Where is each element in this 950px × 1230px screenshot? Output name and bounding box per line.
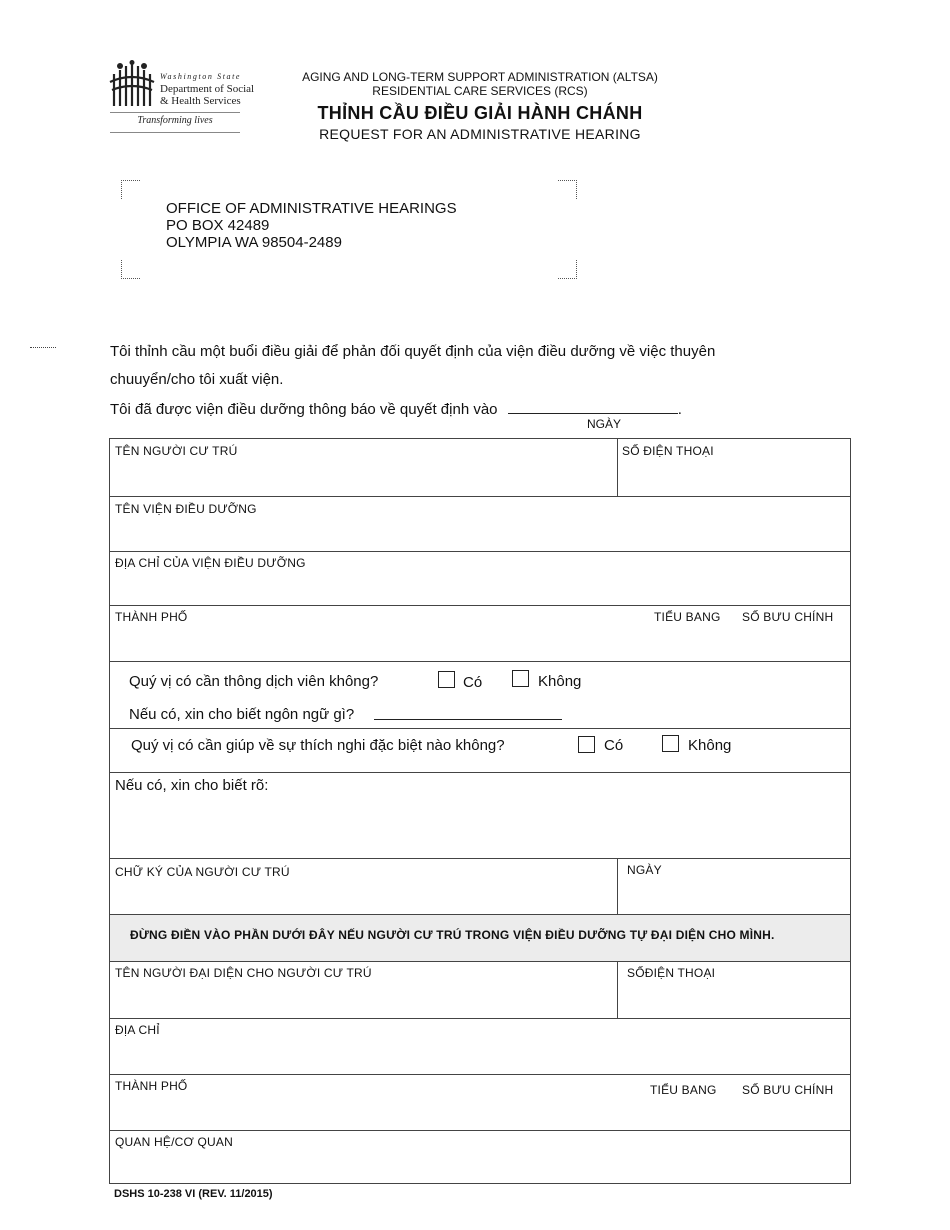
logo-rule-bottom [110,132,240,133]
accommodation-yes-label: Có [604,737,624,754]
rep-phone-field[interactable] [618,962,850,1018]
rep-state-label: TIỂU BANG [650,1083,717,1097]
phone-label: SỐ ĐIỆN THOẠI [622,444,714,458]
facility-address-label: ĐỊA CHỈ CỦA VIỆN ĐIỀU DƯỠNG [115,556,306,570]
interpreter-question: Quý vị có cần thông dịch viên không? [129,673,379,690]
logo-rule-top [110,112,240,113]
city-label: THÀNH PHỐ [115,610,188,624]
phone-field[interactable] [618,439,850,496]
resident-name-field[interactable] [110,439,616,496]
rep-phone-label: SỐĐIỆN THOẠI [627,966,716,980]
mailing-address [166,200,457,251]
rep-address-label: ĐỊA CHỈ [115,1023,160,1037]
rep-name-field[interactable] [110,962,616,1018]
fold-mark [30,347,56,348]
address-line1: OFFICE OF ADMINISTRATIVE HEARINGS [166,200,457,217]
logo-department-text [160,83,260,107]
relationship-label: QUAN HỆ/CƠ QUAN [115,1135,233,1149]
interpreter-yes-checkbox[interactable] [438,671,455,688]
language-question: Nếu có, xin cho biết ngôn ngữ gì? [129,706,355,723]
address-window-corner [121,180,140,199]
resident-name-label: TÊN NGƯỜI CƯ TRÚ [115,444,238,458]
accommodation-no-checkbox[interactable] [662,735,679,752]
page-title-vi: THỈNH CẦU ĐIỀU GIẢI HÀNH CHÁNH [317,103,643,123]
explain-field[interactable] [110,773,850,858]
interpreter-no-label: Không [538,673,582,690]
rep-zip-label: SỐ BƯU CHÍNH [742,1083,834,1097]
facility-address-field[interactable] [110,552,850,605]
logo-state-text: Washington State [160,72,242,81]
intro-line1: Tôi thỉnh cầu một buổi điều giải để phản đối quyết định của viện điều dưỡng về việc thuyên [110,343,716,360]
row-divider [110,661,850,662]
agency-header [260,70,700,98]
explain-label: Nếu có, xin cho biết rõ: [115,777,269,794]
address-window-corner [558,260,577,279]
form-id: DSHS 10-238 VI (REV. 11/2015) [114,1188,273,1200]
address-line2: PO BOX 42489 [166,217,270,234]
intro-line2: chuuyển/cho tôi xuất viện. [110,371,284,388]
facility-name-label: TÊN VIỆN ĐIỀU DƯỠNG [115,502,257,516]
row-divider [110,728,850,729]
representative-notice: ĐỪNG ĐIỀN VÀO PHẦN DƯỚI ĐÂY NẾU NGƯỜI CƯ TRÚ TRONG VIỆN ĐIỀU DƯỠNG TỰ ĐẠI DIỆN CHO MÌNH. [130,928,775,942]
dshs-family-logo-icon [108,60,156,110]
notice-date-field[interactable] [508,399,678,414]
page-title-en: REQUEST FOR AN ADMINISTRATIVE HEARING [319,126,641,142]
city-state-zip-field[interactable] [110,606,850,661]
state-label: TIỂU BANG [654,610,721,624]
request-form [109,438,851,1184]
signature-date-label: NGÀY [627,863,662,877]
zip-label: SỐ BƯU CHÍNH [742,610,834,624]
language-field[interactable] [374,719,562,720]
signature-field[interactable] [110,859,616,914]
agency-line2: RESIDENTIAL CARE SERVICES (RCS) [372,84,588,98]
interpreter-no-checkbox[interactable] [512,670,529,687]
facility-name-field[interactable] [110,497,850,551]
accommodation-no-label: Không [688,737,732,754]
accommodation-question: Quý vị có cần giúp về sự thích nghi đặc biệt nào không? [131,737,505,754]
notice-date-text: Tôi đã được viện điều dưỡng thông báo về quyết định vào [110,401,498,418]
logo-dept-line2: & Health Services [160,95,241,107]
rep-city-label: THÀNH PHỐ [115,1079,188,1093]
rep-city-state-zip-field[interactable] [110,1075,850,1130]
address-window-corner [558,180,577,199]
address-line3: OLYMPIA WA 98504-2489 [166,234,342,251]
notice-date-period: . [677,401,682,418]
address-window-corner [121,260,140,279]
intro-line3 [110,399,682,418]
logo-tagline: Transforming lives [137,115,213,126]
accommodation-yes-checkbox[interactable] [578,736,595,753]
logo-dept-line1: Department of Social [160,83,255,95]
signature-date-field[interactable] [618,859,850,914]
notice-date-label: NGÀY [587,417,622,431]
signature-label: CHỮ KÝ CỦA NGƯỜI CƯ TRÚ [115,865,290,879]
rep-address-field[interactable] [110,1019,850,1074]
rep-name-label: TÊN NGƯỜI ĐẠI DIỆN CHO NGƯỜI CƯ TRÚ [115,966,372,980]
agency-line1: AGING AND LONG-TERM SUPPORT ADMINISTRATION (ALTSA) [302,70,658,84]
interpreter-yes-label: Có [463,674,483,691]
relationship-field[interactable] [110,1131,850,1183]
